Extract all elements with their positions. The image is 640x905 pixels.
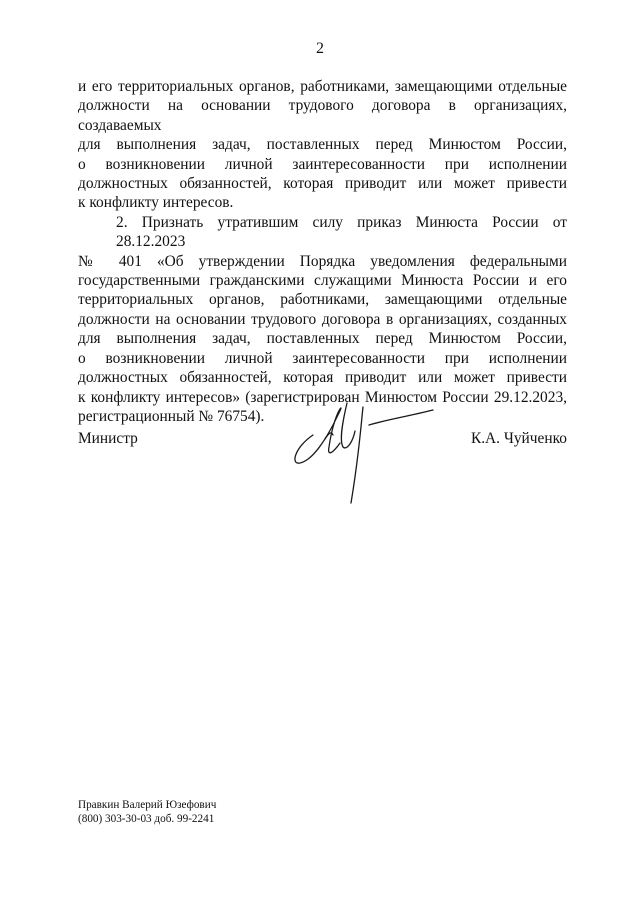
executor-phone: (800) 303-30-03 доб. 99-2241 <box>78 813 215 825</box>
body-line: для выполнения задач, поставленных перед Минюстом России, <box>78 136 567 154</box>
body-line: должности на основании трудового договора в организациях, создаваемых <box>78 97 567 134</box>
document-body <box>78 77 567 426</box>
body-line: должностных обязанностей, которая приводит или может привести <box>78 369 567 387</box>
body-line: должностных обязанностей, которая приводит или может привести <box>78 175 567 193</box>
handwritten-signature <box>285 395 435 505</box>
body-line: и его территориальных органов, работниками, замещающими отдельные <box>78 78 567 95</box>
body-line: № 401 «Об утверждении Порядка уведомления федеральными <box>78 252 567 270</box>
executor-name: Правкин Валерий Юзефович <box>78 799 217 811</box>
body-line: государственными гражданскими служащими Минюста России и его <box>78 272 567 290</box>
executor-info <box>78 798 216 826</box>
paragraph-2-start: 2. Признать утратившим силу приказ Минюста России от 28.12.2023 <box>116 213 567 251</box>
body-line: о возникновении личной заинтересованности при исполнении <box>78 155 567 173</box>
body-line: регистрационный № 76754). <box>78 407 265 425</box>
body-line: должности на основании трудового договора в организациях, созданных <box>78 310 567 328</box>
body-line: для выполнения задач, поставленных перед Минюстом России, <box>78 330 567 348</box>
signer-name: К.А. Чуйченко <box>470 430 567 447</box>
body-line: территориальных органов, работниками, замещающими отдельные <box>78 291 567 309</box>
body-line: к конфликту интересов» (зарегистрирован Минюстом России 29.12.2023, <box>78 388 567 406</box>
signer-position: Министр <box>78 430 138 447</box>
body-line: о возникновении личной заинтересованности при исполнении <box>78 349 567 367</box>
page-number: 2 <box>316 40 324 57</box>
body-line: к конфликту интересов. <box>78 194 234 212</box>
